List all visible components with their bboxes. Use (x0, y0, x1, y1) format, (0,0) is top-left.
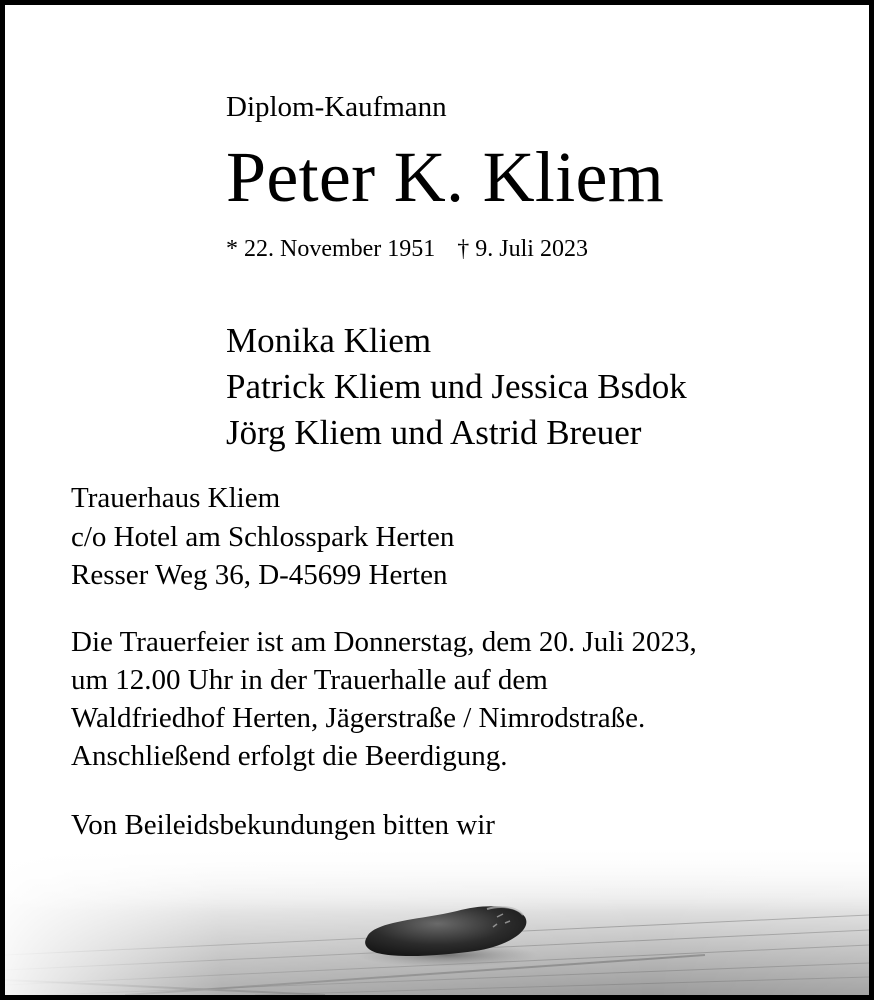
deceased-name: Peter K. Kliem (226, 137, 665, 217)
funeral-details (71, 628, 697, 780)
mourners-list (226, 323, 687, 461)
ceremony-line: Waldfriedhof Herten, Jägerstraße / Nimrodstraße. (71, 702, 646, 734)
mourning-address (71, 484, 454, 600)
stone-on-wood-photo (5, 845, 869, 995)
birth-date: * 22. November 1951 (226, 236, 436, 262)
address-line: Resser Weg 36, D-45699 Herten (71, 559, 448, 591)
address-line: c/o Hotel am Schlosspark Herten (71, 520, 455, 553)
academic-title: Diplom-Kaufmann (226, 91, 447, 123)
note-line: Von Beileidsbekundungen bitten wir (71, 809, 495, 841)
address-line: Trauerhaus Kliem (71, 482, 281, 514)
mourner-line: Patrick Kliem und Jessica Bsdok (226, 367, 687, 406)
life-dates (226, 237, 588, 261)
mourner-line: Monika Kliem (226, 321, 432, 360)
ceremony-line: Anschließend erfolgt die Beerdigung. (71, 740, 508, 772)
ceremony-line: um 12.00 Uhr in der Trauerhalle auf dem (71, 664, 548, 696)
ceremony-line: Die Trauerfeier ist am Donnerstag, dem 20. Juli 2023, (71, 626, 697, 658)
mourner-line: Jörg Kliem und Astrid Breuer (226, 413, 642, 452)
death-date: † 9. Juli 2023 (457, 236, 588, 262)
